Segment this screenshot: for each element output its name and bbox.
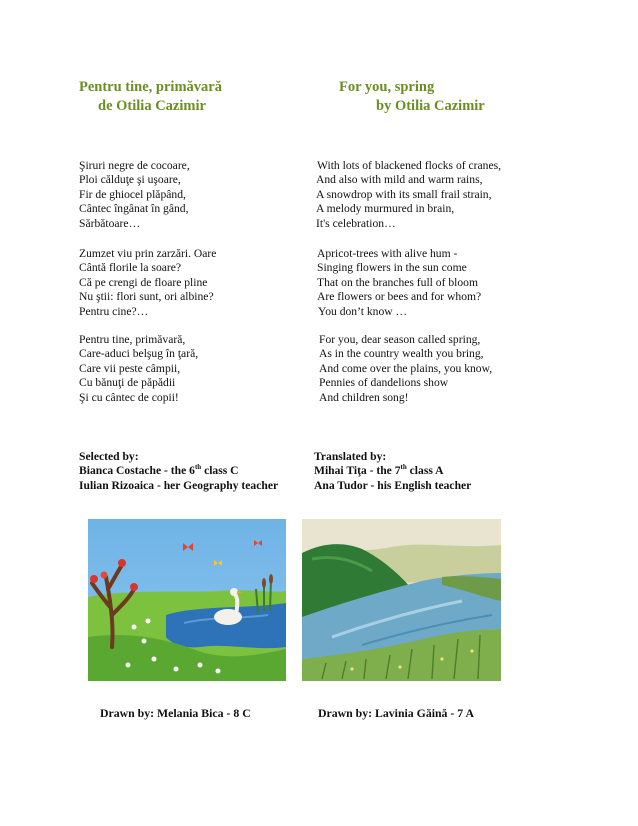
poem-line: Apricot-trees with alive hum - — [317, 247, 458, 260]
poem-line: Care vii peste câmpii, — [79, 361, 181, 375]
poem-line: And come over the plains, you know, — [319, 361, 493, 375]
title-ro: Pentru tine, primăvară — [79, 79, 222, 95]
poem-line: As in the country wealth you bring, — [319, 347, 484, 361]
ro-stanza-3 — [79, 333, 198, 405]
poem-line: Zumzet viu prin zarzări. Oare — [79, 247, 217, 260]
author-ro: de Otilia Cazimir — [98, 98, 206, 114]
translated-by-label: Translated by: — [314, 450, 387, 463]
drawing-river-landscape — [302, 519, 501, 681]
poem-line: A snowdrop with its small frail strain, — [316, 187, 492, 201]
poem-line: Şiruri negre de cocoare, — [79, 159, 190, 172]
poem-line: Sărbătoare… — [79, 216, 141, 230]
poem-line: Singing flowers in the sun come — [317, 261, 467, 275]
translated-by-teacher: Ana Tudor - his English teacher — [314, 478, 472, 492]
poem-line: Ploi călduţe şi uşoare, — [79, 173, 181, 187]
translated-by-block — [314, 450, 471, 493]
poem-line: And children song! — [319, 390, 409, 404]
poem-line: That on the branches full of bloom — [317, 275, 478, 289]
poem-line: Cu bănuţi de păpădii — [79, 376, 176, 390]
author-en: by Otilia Cazimir — [376, 98, 485, 114]
poem-line: With lots of blackened flocks of cranes, — [317, 159, 502, 172]
drawing-spring-duck — [88, 519, 286, 681]
selected-by-label: Selected by: — [79, 450, 139, 463]
student-name: Bianca Costache - the 6 — [79, 464, 195, 478]
title-en: For you, spring — [339, 79, 435, 95]
ro-stanza-2 — [79, 247, 216, 319]
caption-left-drawing: Drawn by: Melania Bica - 8 C — [100, 706, 251, 720]
poem-line: Nu ştii: flori sunt, ori albine? — [79, 290, 214, 304]
poem-line: Pentru tine, primăvară, — [79, 333, 186, 346]
en-stanza-1 — [316, 159, 501, 231]
student-name: Mihai Tiţa - the 7 — [314, 464, 401, 478]
ordinal-suffix: th — [400, 463, 407, 472]
selected-by-student — [79, 464, 278, 478]
en-stanza-3 — [319, 333, 492, 405]
ordinal-suffix: th — [194, 463, 202, 472]
ro-stanza-1 — [79, 159, 190, 231]
translated-by-student — [314, 464, 471, 478]
poem-line: Care-aduci belşug în ţară, — [79, 347, 199, 361]
class-label: class A — [406, 464, 444, 478]
poem-line: Pentru cine?… — [79, 304, 149, 318]
poem-line: Fir de ghiocel plăpând, — [79, 187, 186, 201]
class-label: class C — [201, 464, 239, 478]
poem-line: A melody murmured in brain, — [316, 202, 455, 216]
en-stanza-2 — [317, 247, 481, 319]
poem-line: Cântă florile la soare? — [79, 261, 182, 275]
poem-line: Pennies of dandelions show — [319, 376, 449, 390]
poem-line: You don’t know … — [318, 304, 408, 318]
poem-line: Are flowers or bees and for whom? — [317, 290, 482, 304]
poem-line: Că pe crengi de floare pline — [79, 275, 208, 289]
poem-line: And also with mild and warm rains, — [316, 173, 483, 187]
poem-line: For you, dear season called spring, — [319, 333, 481, 346]
poem-line: It's celebration… — [316, 216, 396, 230]
selected-by-block — [79, 450, 278, 493]
poem-line: Şi cu cântec de copii! — [79, 390, 179, 404]
selected-by-teacher: Iulian Rizoaica - her Geography teacher — [79, 478, 279, 492]
poem-line: Cântec îngânat în gând, — [79, 202, 189, 216]
caption-right-drawing: Drawn by: Lavinia Găină - 7 A — [318, 706, 475, 720]
